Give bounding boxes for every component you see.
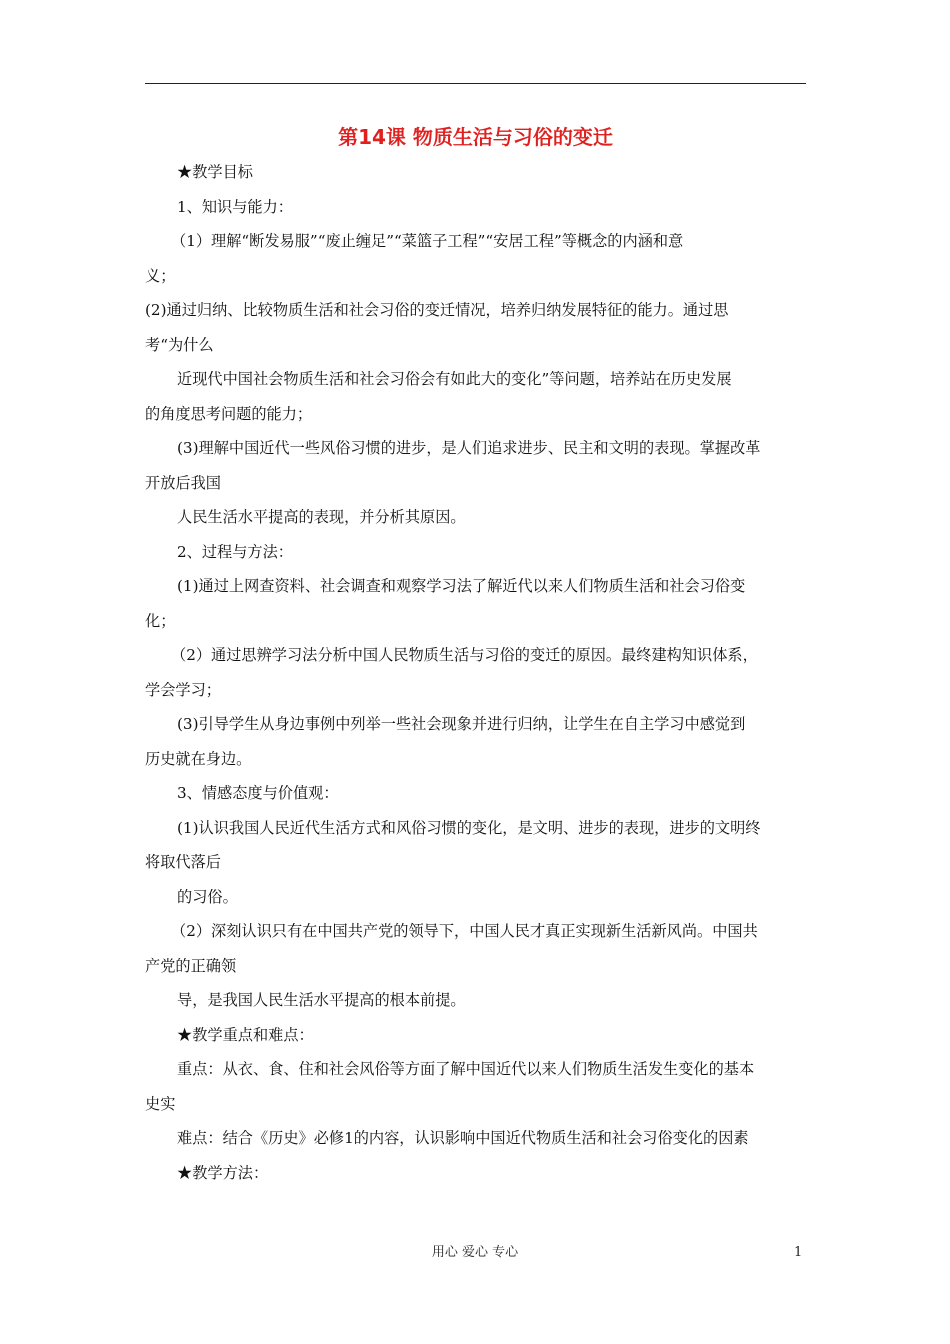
paragraph-line: (1)通过上网查资料、社会调查和观察学习法了解近代以来人们物质生活和社会习俗变 <box>177 577 746 595</box>
paragraph-line: 的角度思考问题的能力； <box>145 404 313 423</box>
subheading-knowledge: 1、知识与能力： <box>177 197 293 216</box>
paragraph-line: (2)通过归纳、比较物质生活和社会习俗的变迁情况，培养归纳发展特征的能力。通过思 <box>145 301 729 319</box>
paragraph-line: （1）理解“断发易服”“废止缠足”“菜篮子工程”“安居工程”等概念的内涵和意 <box>171 232 684 250</box>
paragraph-line: 人民生活水平提高的表现，并分析其原因。 <box>177 508 466 526</box>
section-heading-key-points: ★教学重点和难点： <box>177 1025 314 1044</box>
section-heading-methods: ★教学方法： <box>177 1163 269 1182</box>
paragraph-line: 历史就在身边。 <box>145 749 252 768</box>
paragraph-line: 化； <box>145 611 176 630</box>
section-heading-objectives: ★教学目标 <box>177 163 253 181</box>
paragraph-line: （2）通过思辨学习法分析中国人民物质生活与习俗的变迁的原因。最终建构知识体系， <box>171 646 758 664</box>
paragraph-line: 考“为什么 <box>145 335 214 354</box>
paragraph-line: 学会学习； <box>145 680 221 699</box>
paragraph-line: 开放后我国 <box>145 473 221 492</box>
header-rule <box>145 83 806 84</box>
page-number: 1 <box>794 1245 803 1260</box>
paragraph-line: 史实 <box>145 1094 176 1113</box>
paragraph-line: (1)认识我国人民近代生活方式和风俗习惯的变化，是文明、进步的表现，进步的文明终 <box>177 818 761 837</box>
paragraph-line: 导，是我国人民生活水平提高的根本前提。 <box>177 991 466 1009</box>
subheading-values: 3、情感态度与价值观： <box>177 784 339 802</box>
subheading-process: 2、过程与方法： <box>177 542 293 561</box>
paragraph-line: 近现代中国社会物质生活和社会习俗会有如此大的变化”等问题，培养站在历史发展 <box>177 370 732 388</box>
paragraph-line: 产党的正确领 <box>145 956 237 975</box>
paragraph-line: （2）深刻认识只有在中国共产党的领导下，中国人民才真正实现新生活新风尚。中国共 <box>171 922 758 940</box>
footer-motto: 用心 爱心 专心 <box>431 1245 519 1260</box>
paragraph-line: 难点：结合《历史》必修1的内容，认识影响中国近代物质生活和社会习俗变化的因素 <box>177 1129 749 1147</box>
paragraph-line: 的习俗。 <box>177 887 238 906</box>
paragraph-line: (3)引导学生从身边事例中列举一些社会现象并进行归纳，让学生在自主学习中感觉到 <box>177 715 746 733</box>
paragraph-line: (3)理解中国近代一些风俗习惯的进步，是人们追求进步、民主和文明的表现。掌握改革 <box>177 439 761 457</box>
paragraph-line: 重点：从衣、食、住和社会风俗等方面了解中国近代以来人们物质生活发生变化的基本 <box>177 1060 755 1078</box>
paragraph-line: 义； <box>145 266 176 285</box>
lesson-title: 第14课 物质生活与习俗的变迁 <box>338 125 613 149</box>
paragraph-line: 将取代落后 <box>145 853 221 871</box>
